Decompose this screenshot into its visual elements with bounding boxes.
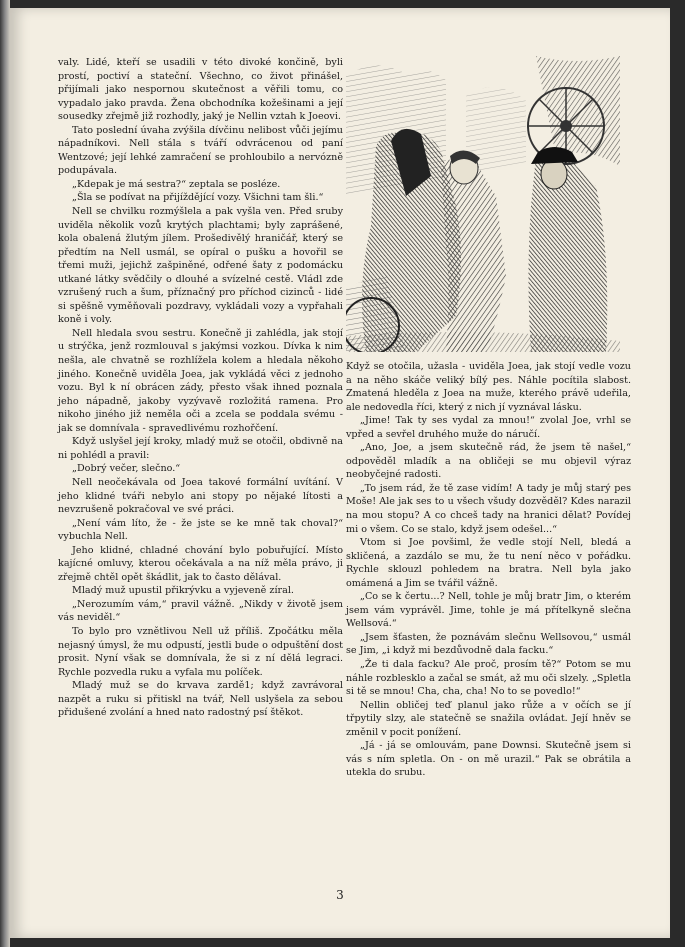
book-page xyxy=(10,8,670,938)
paragraph: To bylo pro vznětlivou Nell už příliš. Zpočátku měla nejasný úmysl, že mu odpustí, jestli bude o odpuštění dost prosit. Nyní však se domnívala, že si z ní dělá legraci. Rychle pozvedla ruku a vyfala mu políček. xyxy=(58,625,343,678)
paragraph: „Dobrý večer, slečno.“ xyxy=(72,463,181,475)
paragraph: Nellin obličej teď planul jako růže a v očích se jí třpytily slzy, ale statečně se snažila ovládat. Její hněv se změnil v pocit ponížení. xyxy=(346,699,631,738)
paragraph: „Jsem šťasten, že poznávám slečnu Wellsovou,“ usmál se Jim, „i když mi bezdůvodně dala facku.“ xyxy=(346,631,631,657)
right-text-column xyxy=(346,360,631,780)
paragraph: „Kdepak je má sestra?“ zeptala se posléze. xyxy=(72,178,281,190)
paragraph: Nell hledala svou sestru. Konečně ji zahlédla, jak stojí u strýčka, jenž rozmlouval s jakýmsi vozkou. Dívka k nim nešla, ale chvatně se rozhlížela kolem a hledala někoho jiného. Konečně uviděla Joea, jak vykládá věci z jednoho vozu. Byl k ní obrácen zády, přesto však ihned poznala jeho nápadně, jakoby vyzývavě rozložitá ramena. Pro nikoho jiného již neměla oči a zcela se poddala svému - jak se domnívala - spravedlivému rozhořčení. xyxy=(58,327,343,434)
paragraph: „Ano, Joe, a jsem skutečně rád, že jsem tě našel,“ odpověděl mladík a na obličeji se mu objevil výraz neobyčejné radosti. xyxy=(346,442,631,481)
paragraph: „Já - já se omlouvám, pane Downsi. Skutečně jsem si vás s ním spletla. On - on mě urazil.“ Pak se obrátila a utekla do srubu. xyxy=(346,740,631,779)
paragraph: Mladý muž upustil přikrývku a vyjeveně zíral. xyxy=(72,585,294,597)
paragraph: Mladý muž se do krvava zardě1; když zavrávoral nazpět a ruku si přitiskl na tvář, Nell uslyšela za sebou přidušené zvolání a hned nato radostný psí štěkot. xyxy=(58,680,343,719)
paragraph: „Nerozumím vám,“ pravil vážně. „Nikdy v životě jsem vás neviděl.“ xyxy=(58,598,343,624)
paragraph: „Že ti dala facku? Ale proč, prosím tě?“ Potom se mu náhle rozblesklo a začal se smát, až mu oči slzely. „Spletla si tě se mnou! Cha, cha, cha! No to se povedlo!“ xyxy=(346,659,631,698)
paragraph: „Šla se podívat na přijíždějící vozy. Všichni tam šli.“ xyxy=(72,192,324,204)
paragraph: Nell se chvilku rozmýšlela a pak vyšla ven. Před sruby uviděla několik vozů krytých plachtami; byly zaprášené, kola obalená žlutým jílem. Prošedivělý hraničář, který se předtím na Nell usmál, se opíral o pušku a hovořil se třemi muži, jejichž zašpiněné, odřené šaty z podomácku utkané látky svědčily o dlouhé a svízelné cestě. Vládl zde vzrušený ruch a šum, příznačný pro příchod cizinců - lidé si spěšně vyměňovali pozdravy, vykládali vozy a vypřahali koně i voly. xyxy=(58,206,343,326)
paragraph: Jeho klidné, chladné chování bylo pobuřující. Místo kajícné omluvy, kterou očekávala a na níž měla právo, ji zřejmě chtěl opět škádlit, jak to často dělával. xyxy=(58,544,343,583)
horse-wagon-engraving-icon xyxy=(346,56,620,352)
paragraph: „To jsem rád, že tě zase vidím! A tady je můj starý pes Moše! Ale jak ses to u všech všudy dozvěděl? Kdes narazil na mou stopu? A co chceš tady na hranici dělat? Povídej mi o všem. Co se stalo, když jsem odešel...“ xyxy=(346,482,631,535)
paragraph: „Co se k čertu...? Nell, tohle je můj bratr Jim, o kterém jsem vám vyprávěl. Jime, tohle je má přítelkyně slečna Wellsová.“ xyxy=(346,591,631,630)
paragraph: Vtom si Joe povšiml, že vedle stojí Nell, bledá a skličená, a zazdálo se mu, že tu není něco v pořádku. Rychle sklouzl pohledem na bratra. Nell byla jako omámená a Jim se tvářil vážně. xyxy=(346,537,631,589)
paragraph: Tato poslední úvaha zvýšila dívčinu nelibost vůči jejímu nápadníkovi. Nell stála s tváří odvrácenou od paní Wentzové; její lehké zamračení se prohloubilo a nervózně podupávala. xyxy=(58,124,343,177)
page-number: 3 xyxy=(336,888,344,902)
paragraph: „Není vám líto, že - že jste se ke mně tak choval?“ vybuchla Nell. xyxy=(58,517,343,543)
left-text-column xyxy=(58,56,343,720)
paragraph: valy. Lidé, kteří se usadili v této divoké končině, byli prostí, poctiví a stateční. Všechno, co život přinášel, přijímali jako nespornou skutečnost a věřili tomu, co vypadalo jako pravda. Žena obchodníka kožešinami a její sousedky zřejmě již rozhodly, jaký je Nellin vztah k Joeovi. xyxy=(58,57,343,123)
paragraph: „Jime! Tak ty ses vydal za mnou!“ zvolal Joe, vrhl se vpřed a sevřel druhého muže do náručí. xyxy=(346,415,631,440)
paragraph: Nell neočekávala od Joea takové formální uvítání. V jeho klidné tváři nebylo ani stopy po nějaké lítosti a nevzrušeně pokračoval ve své práci. xyxy=(58,476,343,516)
paragraph: Když uslyšel její kroky, mladý muž se otočil, obdivně na ni pohlédl a pravil: xyxy=(58,436,343,461)
book-spine-shadow xyxy=(0,0,10,947)
paragraph: Když se otočila, užasla - uviděla Joea, jak stojí vedle vozu a na něho skáče veliký bílý pes. Náhle pocítila slabost. Zmatená hleděla z Joea na muže, kterého právě udeřila, ale nedovedla říci, který z nich jí vyznával lásku. xyxy=(346,361,631,413)
engraving-illustration xyxy=(346,56,620,352)
